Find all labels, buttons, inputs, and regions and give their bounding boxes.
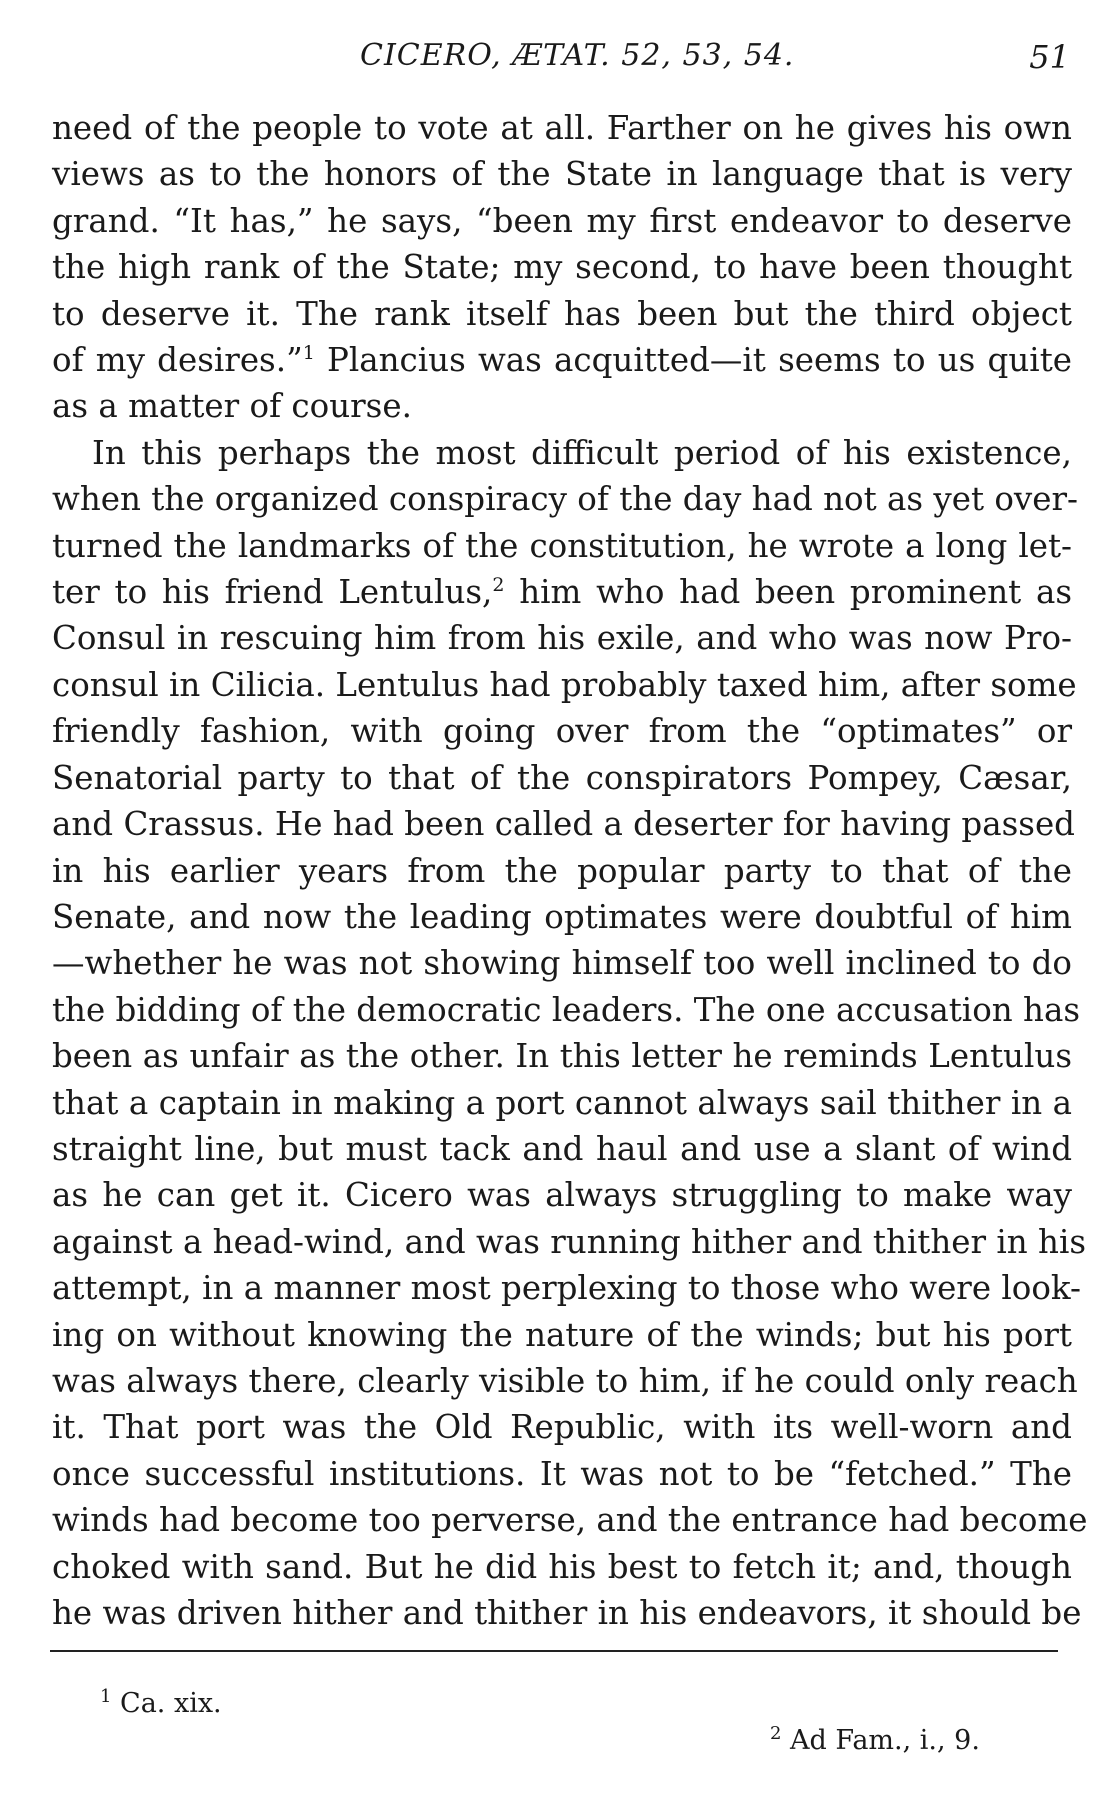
text-line: [52, 569, 1072, 615]
footnote-marker: 2: [770, 1723, 782, 1744]
footnote-ref-1: 1: [302, 342, 315, 365]
text-line: winds had become too perverse, and the entrance had become: [52, 1501, 1088, 1540]
text-line: was always there, clearly visible to him, if he could only reach: [52, 1361, 1078, 1400]
text-line: the high rank of the State; my second, to have been thought: [52, 248, 1072, 287]
text-line: as a matter of course.: [52, 387, 412, 426]
footnote-marker: 1: [100, 1686, 112, 1707]
text-line: against a head-wind, and was running hither and thither in his: [52, 1222, 1087, 1261]
text-line: been as unfair as the other. In this letter he reminds Lentulus: [52, 1037, 1072, 1076]
text-line: friendly fashion, with going over from the “optimates” or: [52, 712, 1072, 751]
text-line: the bidding of the democratic leaders. The one accusation has: [52, 990, 1081, 1029]
text-line: he was driven hither and thither in his endeavors, it should be: [52, 1594, 1082, 1632]
text-line: to deserve it. The rank itself has been but the third object: [52, 294, 1072, 333]
text-line: and Crassus. He had been called a deserter for having passed: [52, 805, 1075, 844]
text-segment: him who had been prominent as: [504, 573, 1072, 612]
text-line: need of the people to vote at all. Farther on he gives his own: [52, 109, 1072, 147]
text-line: Consul in rescuing him from his exile, and who was now Pro-: [52, 619, 1072, 658]
footnote-2: [770, 1725, 980, 1756]
footnote-ref-2: 2: [492, 574, 505, 597]
footnote-divider: [50, 1650, 1058, 1652]
text-line: grand. “It has,” he says, “been my first endeavor to deserve: [52, 201, 1072, 240]
text-line: it. That port was the Old Republic, with its well-worn and: [52, 1408, 1072, 1447]
footnote-text: Ca. xix.: [120, 1688, 222, 1719]
text-line: —whether he was not showing himself too well inclined to do: [52, 944, 1072, 983]
text-line: consul in Cilicia. Lentulus had probably taxed him, after some: [52, 665, 1077, 704]
running-head: CICERO, ÆTAT. 52, 53, 54.: [360, 38, 795, 73]
text-line: [52, 337, 1072, 383]
text-line: once successful institutions. It was not to be “fetched.” The: [52, 1454, 1072, 1493]
text-line: choked with sand. But he did his best to fetch it; and, though: [52, 1547, 1072, 1586]
text-line: In this perhaps the most difficult period of his existence,: [92, 433, 1072, 472]
text-line: that a captain in making a port cannot always sail thither in a: [52, 1083, 1072, 1122]
text-line: turned the landmarks of the constitution, he wrote a long let-: [52, 526, 1072, 565]
text-line: straight line, but must tack and haul and use a slant of wind: [52, 1129, 1072, 1168]
page-number: 51: [1029, 38, 1070, 76]
text-line: in his earlier years from the popular party to that of the: [52, 851, 1072, 890]
text-segment: of my desires.”: [52, 341, 303, 380]
text-line: views as to the honors of the State in language that is very: [52, 155, 1072, 194]
footnote-text: Ad Fam., i., 9.: [790, 1725, 980, 1756]
text-line: Senate, and now the leading optimates were doubtful of him: [52, 897, 1072, 936]
text-segment: ter to his friend Lentulus,: [52, 573, 493, 612]
text-line: ing on without knowing the nature of the winds; but his port: [52, 1315, 1072, 1354]
body-text: [52, 105, 1088, 1636]
footnote-1: [100, 1688, 222, 1719]
text-segment: Plancius was acquitted—it seems to us quite: [314, 341, 1072, 380]
text-line: as he can get it. Cicero was always struggling to make way: [52, 1176, 1072, 1215]
text-line: attempt, in a manner most perplexing to those who were look-: [52, 1269, 1082, 1308]
page-header: [55, 38, 1070, 78]
text-line: when the organized conspiracy of the day had not as yet over-: [52, 480, 1079, 519]
text-line: Senatorial party to that of the conspirators Pompey, Cæsar,: [52, 758, 1072, 797]
